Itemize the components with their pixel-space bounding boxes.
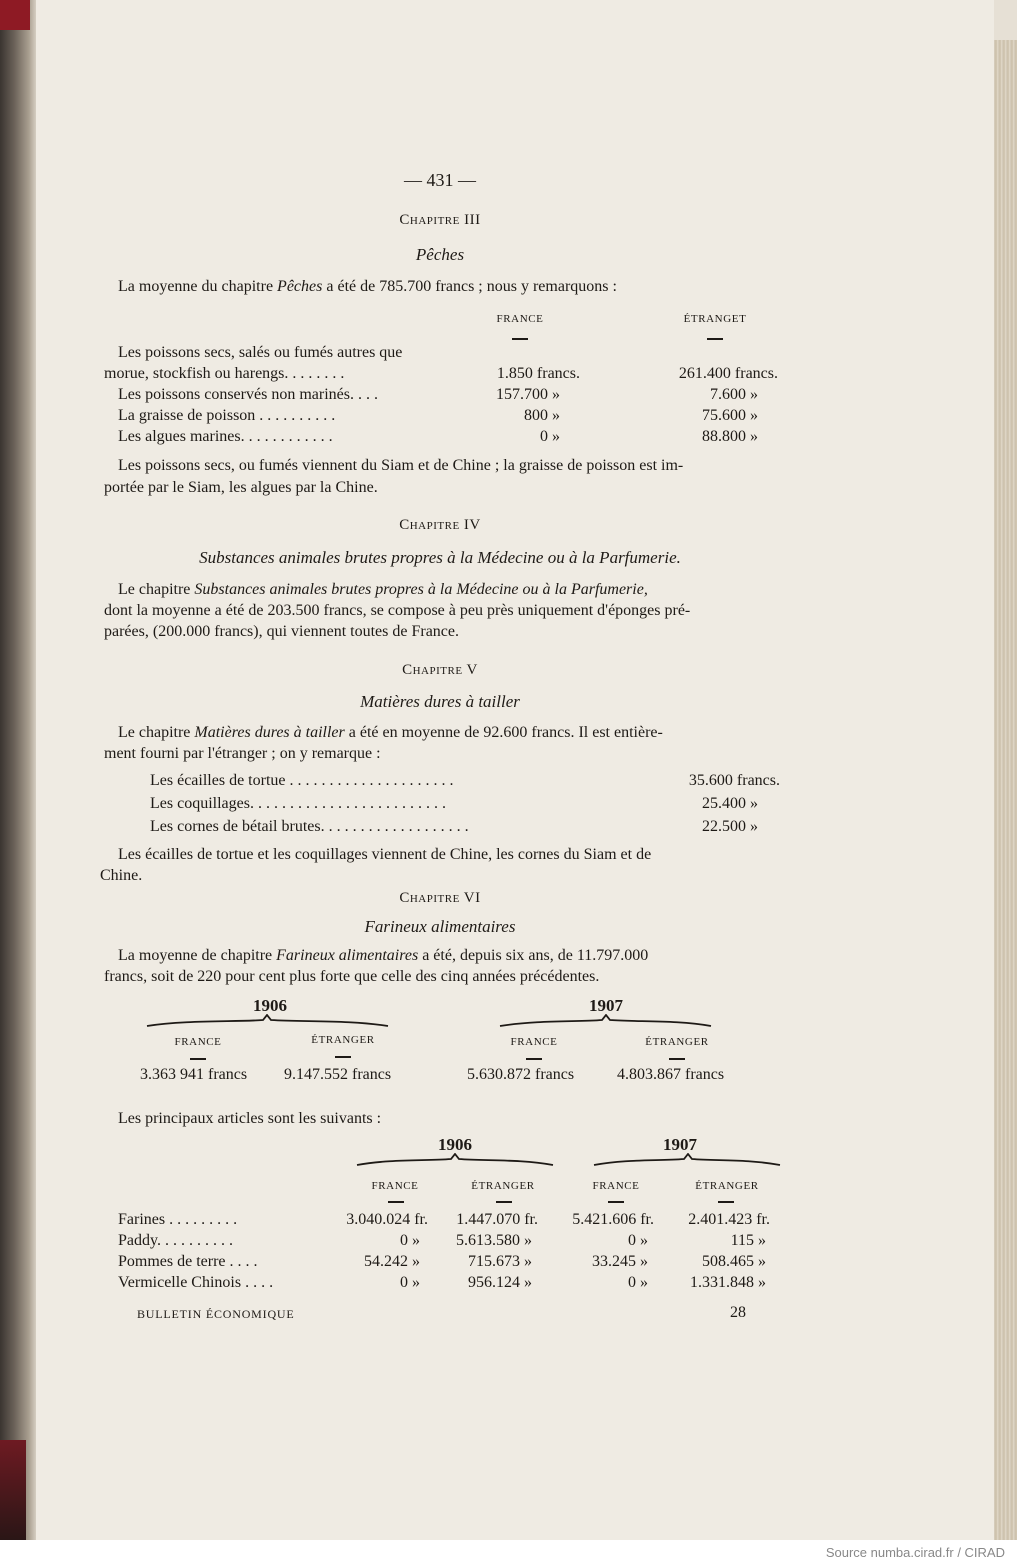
- articles-row-etranger-1906: 956.124 »: [468, 1274, 532, 1291]
- chapter-4-title: Substances animales brutes propres à la Médecine ou à la Parfumerie.: [199, 548, 681, 567]
- chapter-5-line-1-italic: Matières dures à tailler: [194, 724, 345, 741]
- chapter-3-row-france: 800 »: [524, 407, 560, 424]
- chapter-3-intro-start: La moyenne du chapitre: [118, 278, 278, 295]
- chapter-5-heading: Chapitre V: [402, 662, 478, 678]
- book-binding: [0, 0, 36, 1540]
- articles-row-label: Pommes de terre . . . .: [118, 1253, 258, 1270]
- binding-ribbon-bottom: [0, 1440, 26, 1540]
- summary-france-1906: 3.363 941 francs: [140, 1066, 248, 1083]
- footer-publication: BULLETIN ÉCONOMIQUE: [137, 1307, 295, 1321]
- articles-row-france-1906: 3.040.024 fr.: [346, 1211, 428, 1228]
- page-number: — 431 —: [404, 170, 476, 190]
- articles-row-etranger-1906: 5.613.580 »: [456, 1232, 532, 1249]
- chapter-5-row-label: Les écailles de tortue . . . . . . . . . . . . . . . . . . . . .: [150, 772, 454, 789]
- chapter-3-row-etranger: 75.600 »: [702, 407, 758, 424]
- chapter-5-row-label: Les coquillages. . . . . . . . . . . . . . . . . . . . . . . . .: [150, 795, 446, 812]
- articles-row-france-1907: 0 »: [628, 1274, 648, 1291]
- summary-1906-col-etranger: ÉTRANGER: [311, 1034, 375, 1046]
- chapter-4-line-1-italic: Substances animales brutes propres à la Médecine ou à la Parfumerie,: [194, 581, 648, 598]
- chapter-3-row-etranger: 261.400 francs.: [678, 365, 778, 382]
- summary-rule: [669, 1058, 685, 1060]
- chapter-3-intro-end: a été de 785.700 francs ; nous y remarquons :: [322, 278, 617, 295]
- chapter-4-line-3: parées, (200.000 francs), qui viennent toutes de France.: [104, 623, 459, 640]
- summary-rule: [335, 1056, 351, 1058]
- articles-row-etranger-1906: 1.447.070 fr.: [456, 1211, 538, 1228]
- articles-1907-col-etranger: ÉTRANGER: [695, 1180, 759, 1192]
- summary-rule: [190, 1058, 206, 1060]
- chapter-6-line-1-start: La moyenne de chapitre: [118, 947, 277, 964]
- chapter-6-heading: Chapitre VI: [399, 890, 481, 906]
- summary-1906-col-france: FRANCE: [174, 1036, 222, 1048]
- articles-brace-1907: [592, 1153, 782, 1169]
- footer-sheet-number: 28: [730, 1304, 746, 1321]
- chapter-5-line-1-start: Le chapitre: [118, 724, 195, 741]
- articles-brace-1906: [355, 1153, 555, 1169]
- articles-row-france-1907: 33.245 »: [592, 1253, 648, 1270]
- chapter-6-line-1: [118, 947, 648, 965]
- source-credit: Source numba.cirad.fr / CIRAD: [825, 1545, 1005, 1560]
- articles-row-france-1906: 0 »: [400, 1274, 420, 1291]
- chapter-4-line-1: [118, 581, 648, 599]
- summary-france-1907: 5.630.872 francs: [467, 1066, 575, 1083]
- chapter-3-col-etranger: ÉTRANGET: [683, 313, 747, 325]
- summary-1907-col-france: FRANCE: [510, 1036, 558, 1048]
- articles-year-1906: 1906: [438, 1135, 472, 1154]
- chapter-3-col-france-rule: [512, 338, 528, 340]
- summary-rule: [526, 1058, 542, 1060]
- page-edges: [994, 40, 1017, 1540]
- chapter-3-heading: Chapitre III: [399, 212, 481, 228]
- articles-row-france-1906: 0 »: [400, 1232, 420, 1249]
- chapter-6-title: Farineux alimentaires: [364, 917, 516, 936]
- chapter-3-col-france: FRANCE: [496, 313, 544, 325]
- chapter-5-row-label: Les cornes de bétail brutes. . . . . . . . . . . . . . . . . . .: [150, 818, 469, 835]
- chapter-3-note-line-1: Les poissons secs, ou fumés viennent du Siam et de Chine ; la graisse de poisson est im-: [118, 457, 684, 474]
- chapter-4-heading: Chapitre IV: [399, 517, 481, 533]
- articles-row-etranger-1907: 1.331.848 »: [690, 1274, 766, 1291]
- chapter-6-line-1-end: a été, depuis six ans, de 11.797.000: [418, 947, 649, 964]
- chapter-4-line-2: dont la moyenne a été de 203.500 francs, se compose à peu près uniquement d'éponges pré-: [104, 602, 691, 619]
- summary-year-1906: 1906: [253, 996, 287, 1015]
- chapter-3-intro-italic: Pêches: [277, 278, 323, 295]
- chapter-3-row-etranger: 88.800 »: [702, 428, 758, 445]
- articles-row-etranger-1906: 715.673 »: [468, 1253, 532, 1270]
- chapter-6-line-2: francs, soit de 220 pour cent plus forte que celle des cinq années précédentes.: [104, 968, 600, 985]
- articles-rule: [388, 1201, 404, 1203]
- articles-rule: [718, 1201, 734, 1203]
- chapter-5-row-value: 22.500 »: [702, 818, 758, 835]
- chapter-4-line-1-start: Le chapitre: [118, 581, 195, 598]
- binding-ribbon: [0, 0, 30, 30]
- chapter-5-row-value: 35.600 francs.: [688, 772, 780, 789]
- chapter-3-row-etranger: 7.600 »: [710, 386, 758, 403]
- summary-year-1907: 1907: [589, 996, 623, 1015]
- articles-1907-col-france: FRANCE: [592, 1180, 640, 1192]
- summary-brace-1907: [498, 1014, 713, 1030]
- chapter-3-row-france: 1.850 francs.: [496, 365, 580, 382]
- articles-row-france-1906: 54.242 »: [364, 1253, 420, 1270]
- articles-row-label: Vermicelle Chinois . . . .: [118, 1274, 274, 1291]
- chapter-5-row-value: 25.400 »: [702, 795, 758, 812]
- chapter-5-note-line-1: Les écailles de tortue et les coquillages viennent de Chine, les cornes du Siam et de: [118, 846, 652, 863]
- articles-row-etranger-1907: 508.465 »: [702, 1253, 766, 1270]
- chapter-3-note-line-2: portée par le Siam, les algues par la Chine.: [104, 479, 378, 496]
- articles-rule: [608, 1201, 624, 1203]
- summary-1907-col-etranger: ÉTRANGER: [645, 1036, 709, 1048]
- summary-etranger-1906: 9.147.552 francs: [284, 1066, 392, 1083]
- chapter-3-row-france: 0 »: [540, 428, 560, 445]
- chapter-3-row-france: 157.700 »: [496, 386, 560, 403]
- articles-intro: Les principaux articles sont les suivants :: [118, 1110, 382, 1127]
- chapter-3-row-label: Les poissons conservés non marinés. . . .: [118, 386, 378, 403]
- chapter-3-row-label: morue, stockfish ou harengs. . . . . . . .: [104, 365, 345, 382]
- articles-row-label: Paddy. . . . . . . . . .: [118, 1232, 233, 1249]
- chapter-5-line-2: ment fourni par l'étranger ; on y remarque :: [104, 745, 381, 762]
- chapter-3-title: Pêches: [415, 245, 465, 264]
- chapter-6-line-1-italic: Farineux alimentaires: [276, 947, 419, 964]
- chapter-5-note-line-2: Chine.: [100, 867, 143, 884]
- summary-brace-1906: [145, 1014, 390, 1030]
- articles-row-france-1907: 0 »: [628, 1232, 648, 1249]
- chapter-5-line-1: [118, 724, 663, 742]
- chapter-3-intro: [118, 278, 617, 296]
- articles-row-label: Farines . . . . . . . . .: [118, 1211, 238, 1228]
- chapter-3-row-label: Les poissons secs, salés ou fumés autres que: [118, 344, 403, 361]
- articles-row-france-1907: 5.421.606 fr.: [572, 1211, 654, 1228]
- chapter-3-row-label: La graisse de poisson . . . . . . . . . .: [118, 407, 336, 424]
- articles-rule: [496, 1201, 512, 1203]
- articles-row-etranger-1907: 2.401.423 fr.: [688, 1211, 770, 1228]
- chapter-5-line-1-end: a été en moyenne de 92.600 francs. Il est entière-: [344, 724, 663, 741]
- chapter-5-title: Matières dures à tailler: [360, 692, 520, 711]
- articles-row-etranger-1907: 115 »: [730, 1232, 766, 1249]
- chapter-3-row-label: Les algues marines. . . . . . . . . . . .: [118, 428, 333, 445]
- articles-year-1907: 1907: [663, 1135, 697, 1154]
- summary-etranger-1907: 4.803.867 francs: [617, 1066, 725, 1083]
- articles-1906-col-etranger: ÉTRANGER: [471, 1180, 535, 1192]
- articles-1906-col-france: FRANCE: [371, 1180, 419, 1192]
- chapter-3-col-etranger-rule: [707, 338, 723, 340]
